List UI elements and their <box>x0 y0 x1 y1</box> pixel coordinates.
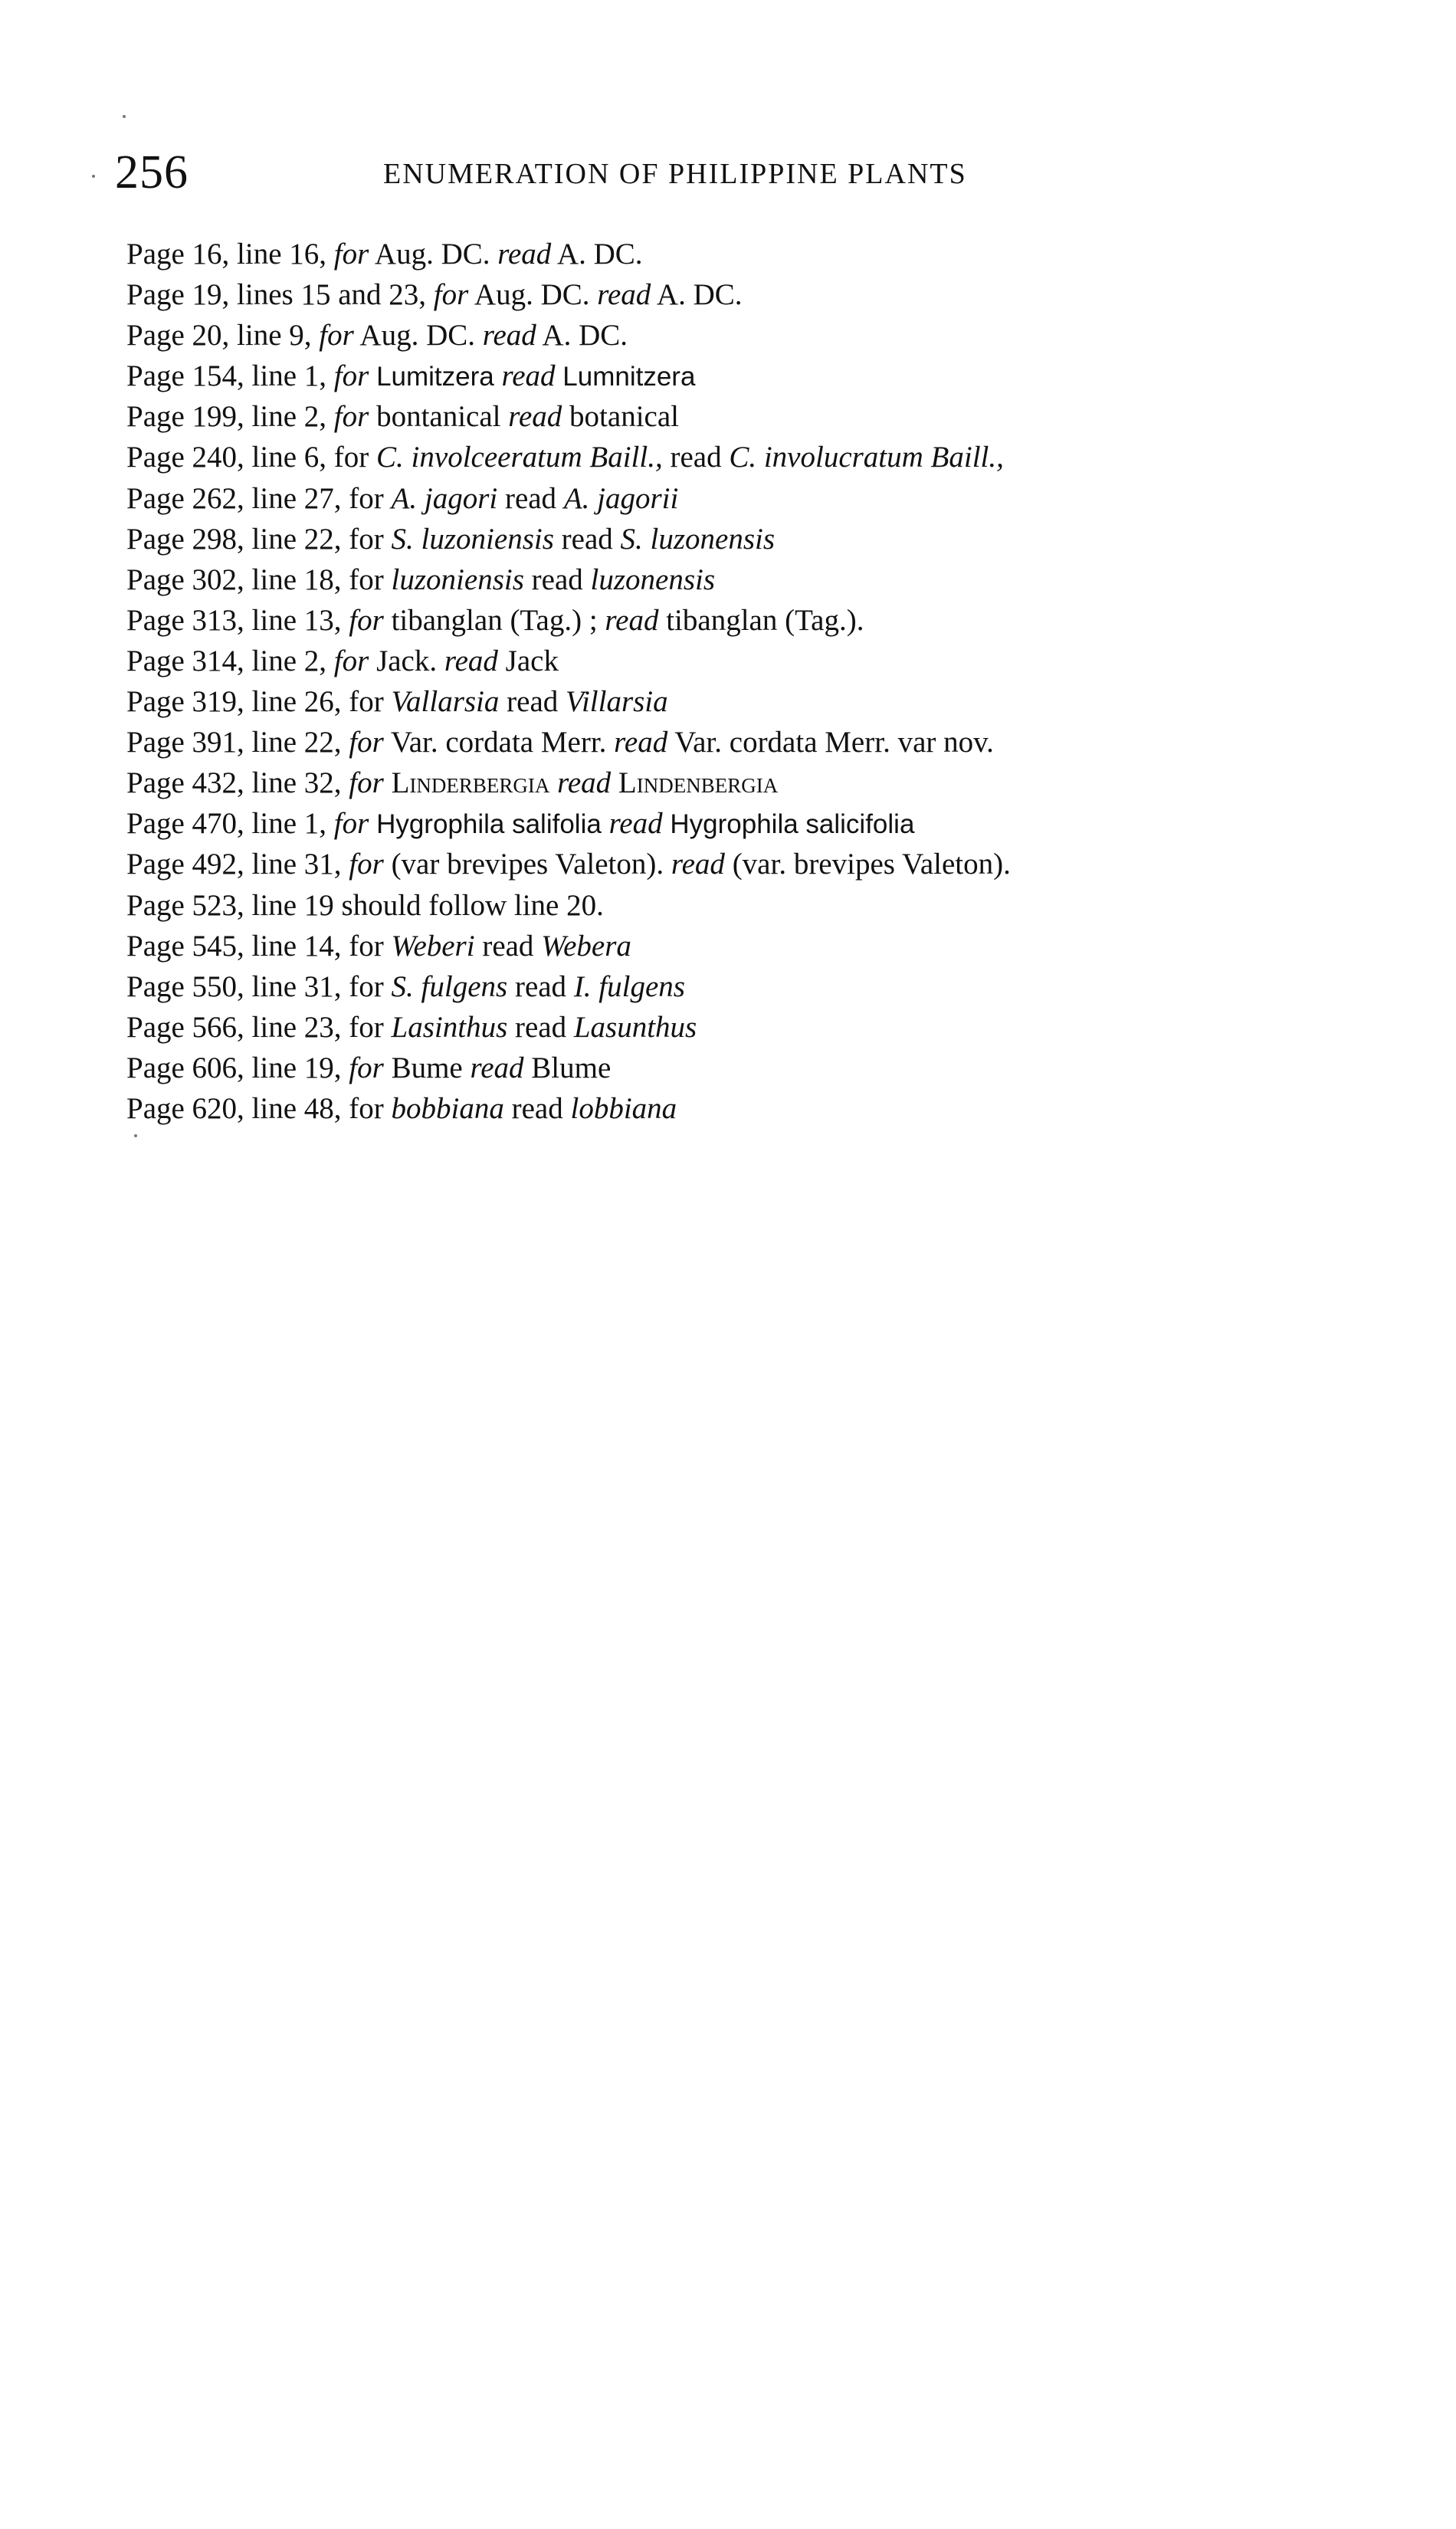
errata-wrong: bontanical <box>376 400 501 434</box>
errata-read: read <box>482 929 534 963</box>
errata-ref: Page 154, line 1, <box>126 359 327 393</box>
errata-right: Blume <box>531 1051 612 1084</box>
errata-ref: Page 523, line 19 should follow line 20. <box>126 888 604 922</box>
errata-right: A. DC. <box>542 319 628 353</box>
errata-wrong: Jack. <box>376 644 438 677</box>
errata-entry <box>126 885 1383 926</box>
errata-ref: Page 20, line 9, <box>126 319 312 353</box>
errata-right: botanical <box>569 400 679 434</box>
errata-ref: Page 391, line 22, <box>126 726 342 759</box>
errata-entry <box>126 1048 1383 1088</box>
errata-for: for <box>319 319 354 353</box>
errata-right: Lindenbergia <box>618 766 779 800</box>
errata-for: for <box>349 726 384 759</box>
errata-for: for <box>349 1010 384 1044</box>
errata-right: A. DC. <box>556 238 643 271</box>
errata-wrong: Aug. DC. <box>474 278 590 312</box>
errata-entry <box>126 274 1383 315</box>
errata-right: Var. cordata Merr. var nov. <box>674 726 994 759</box>
errata-right: A. DC. <box>656 278 743 312</box>
errata-wrong: (var brevipes Valeton). <box>391 848 664 881</box>
running-head: ENUMERATION OF PHILIPPINE PLANTS <box>383 158 967 190</box>
errata-wrong: Lumitzera <box>376 362 494 392</box>
errata-wrong: Vallarsia <box>391 685 500 719</box>
errata-right: Hygrophila salicifolia <box>670 809 915 840</box>
errata-wrong: Lasinthus <box>391 1010 508 1044</box>
errata-ref: Page 470, line 1, <box>126 807 327 841</box>
errata-wrong: bobbiana <box>391 1091 504 1125</box>
errata-read: read <box>514 969 567 1003</box>
errata-wrong: S. fulgens <box>391 969 508 1003</box>
errata-right: Jack <box>505 644 559 677</box>
errata-for: for <box>349 969 384 1003</box>
errata-read: read <box>444 644 498 677</box>
errata-read: read <box>614 726 668 759</box>
errata-ref: Page 319, line 26, <box>126 685 342 719</box>
errata-ref: Page 262, line 27, <box>126 481 342 515</box>
errata-entry <box>126 234 1383 274</box>
errata-wrong: Aug. DC. <box>374 238 490 271</box>
errata-right: Lumnitzera <box>562 362 696 392</box>
errata-entry <box>126 681 1383 722</box>
errata-right: C. involucratum Baill., <box>729 441 1004 474</box>
errata-for: for <box>349 522 384 556</box>
errata-ref: Page 16, line 16, <box>126 238 327 271</box>
errata-for: for <box>349 1091 384 1125</box>
errata-read: read <box>605 603 659 637</box>
errata-ref: Page 19, lines 15 and 23, <box>126 278 427 312</box>
errata-read: read <box>670 441 722 474</box>
errata-entry <box>126 437 1383 477</box>
errata-for: for <box>333 238 369 271</box>
errata-ref: Page 314, line 2, <box>126 644 327 677</box>
errata-wrong: tibanglan (Tag.) ; <box>391 603 598 637</box>
errata-entry <box>126 356 1383 396</box>
errata-ref: Page 432, line 32, <box>126 766 342 800</box>
errata-for: for <box>349 685 384 719</box>
errata-for: for <box>349 1051 384 1084</box>
errata-read: read <box>508 400 562 434</box>
errata-entry <box>126 600 1383 641</box>
errata-read: read <box>597 278 651 312</box>
errata-read: read <box>504 481 557 515</box>
errata-entry <box>126 926 1383 966</box>
errata-ref: Page 199, line 2, <box>126 400 327 434</box>
errata-right: Villarsia <box>566 685 668 719</box>
errata-entry <box>126 966 1383 1007</box>
errata-for: for <box>349 603 384 637</box>
errata-read: read <box>608 807 663 841</box>
scan-speck <box>123 115 126 118</box>
errata-right: Webera <box>541 929 631 963</box>
errata-read: read <box>501 359 556 393</box>
errata-right: Lasunthus <box>573 1010 697 1044</box>
errata-ref: Page 606, line 19, <box>126 1051 342 1084</box>
errata-for: for <box>349 481 384 515</box>
errata-entry <box>126 559 1383 600</box>
errata-right: A. jagorii <box>563 481 679 515</box>
errata-wrong: Weberi <box>391 929 475 963</box>
errata-entry <box>126 641 1383 681</box>
errata-ref: Page 620, line 48, <box>126 1091 342 1125</box>
errata-read: read <box>507 685 559 719</box>
errata-entry <box>126 1088 1383 1129</box>
errata-ref: Page 313, line 13, <box>126 603 342 637</box>
errata-entry <box>126 844 1383 884</box>
page-number: 256 <box>115 146 189 198</box>
errata-read: read <box>531 563 583 596</box>
errata-for: for <box>333 359 369 393</box>
errata-wrong: C. involceeratum Baill., <box>376 441 663 474</box>
page-header <box>92 142 1088 203</box>
errata-wrong: Var. cordata Merr. <box>390 726 607 759</box>
errata-entry <box>126 478 1383 519</box>
scan-speck <box>92 175 95 178</box>
errata-wrong: A. jagori <box>391 481 498 515</box>
errata-ref: Page 492, line 31, <box>126 848 342 881</box>
errata-entry <box>126 1007 1383 1048</box>
errata-wrong: S. luzoniensis <box>391 522 554 556</box>
errata-for: for <box>333 644 369 677</box>
errata-ref: Page 550, line 31, <box>126 969 342 1003</box>
errata-read: read <box>561 522 613 556</box>
errata-right: S. luzonensis <box>620 522 776 556</box>
errata-wrong: Aug. DC. <box>359 319 476 353</box>
errata-read: read <box>515 1010 567 1044</box>
errata-entry <box>126 396 1383 437</box>
errata-entry <box>126 803 1383 844</box>
errata-entry <box>126 722 1383 763</box>
errata-right: (var. brevipes Valeton). <box>732 848 1011 881</box>
errata-read: read <box>671 848 725 881</box>
errata-right: luzonensis <box>590 563 716 596</box>
errata-ref: Page 240, line 6, <box>126 441 327 474</box>
errata-wrong: Hygrophila salifolia <box>376 809 602 840</box>
errata-ref: Page 566, line 23, <box>126 1010 342 1044</box>
errata-read: read <box>557 766 612 800</box>
errata-for: for <box>349 848 384 881</box>
errata-for: for <box>333 400 369 434</box>
errata-for: for <box>349 766 384 800</box>
errata-for: for <box>333 807 369 841</box>
errata-list <box>126 234 1383 1129</box>
errata-for: for <box>333 441 369 474</box>
errata-for: for <box>349 563 384 596</box>
errata-right: I. fulgens <box>573 969 685 1003</box>
errata-read: read <box>470 1051 524 1084</box>
errata-read: read <box>497 238 552 271</box>
errata-ref: Page 298, line 22, <box>126 522 342 556</box>
errata-wrong: Linderbergia <box>391 766 550 800</box>
errata-for: for <box>433 278 469 312</box>
errata-ref: Page 545, line 14, <box>126 929 342 963</box>
errata-wrong: luzoniensis <box>391 563 524 596</box>
scan-speck <box>134 1134 137 1137</box>
errata-entry <box>126 763 1383 803</box>
errata-read: read <box>511 1091 563 1125</box>
errata-read: read <box>482 319 536 353</box>
errata-right: lobbiana <box>570 1091 677 1125</box>
errata-entry <box>126 519 1383 559</box>
errata-for: for <box>349 929 384 963</box>
errata-wrong: Bume <box>391 1051 463 1084</box>
errata-entry <box>126 315 1383 356</box>
errata-ref: Page 302, line 18, <box>126 563 342 596</box>
errata-right: tibanglan (Tag.). <box>666 603 864 637</box>
